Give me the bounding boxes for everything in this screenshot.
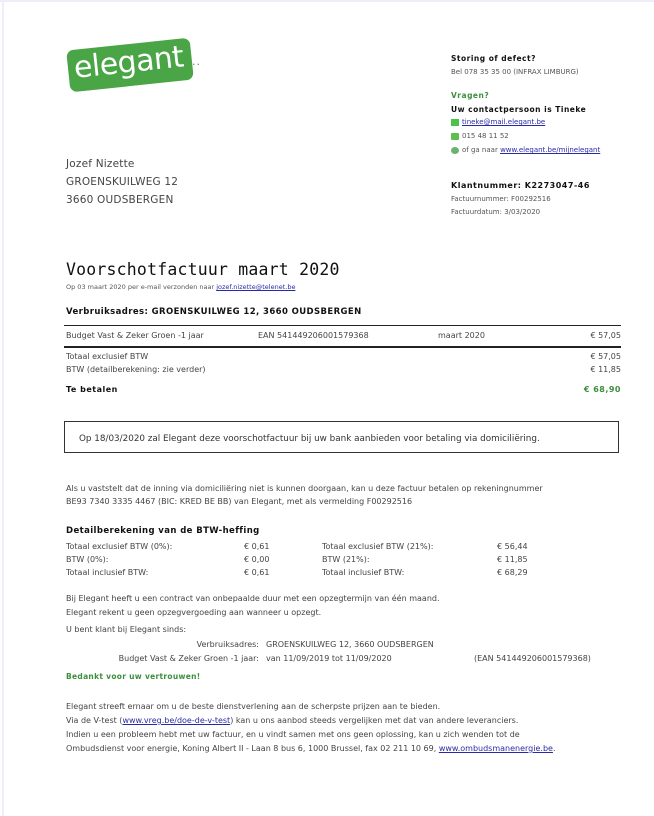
vat-detail-value: € 68,29 <box>497 568 528 577</box>
logo-dots-icon: ·· <box>192 58 201 71</box>
customer-since: U bent klant bij Elegant sinds: <box>66 625 187 634</box>
contact-phone: 015 48 11 52 <box>462 132 509 140</box>
divider <box>64 325 621 326</box>
outage-phone: Bel 078 35 35 00 (INFRAX LIMBURG) <box>451 68 579 76</box>
sent-info <box>66 283 295 291</box>
contract-details <box>66 638 626 666</box>
sent-prefix: Op 03 maart 2020 per e-mail verzonden naar <box>66 283 215 291</box>
usage-address: Verbruiksadres: GROENSKUILWEG 12, 3660 OUDSBERGEN <box>66 307 362 317</box>
customer-address <box>66 155 178 209</box>
page-title: Voorschotfactuur maart 2020 <box>66 260 340 279</box>
contact-email-row <box>451 118 545 126</box>
vat-detail-left <box>66 540 276 579</box>
contract-info <box>66 592 440 620</box>
contact-person: Uw contactpersoon is Tineke <box>451 105 587 114</box>
footer-line <box>66 742 556 756</box>
vat-row <box>66 365 621 374</box>
sent-email-link[interactable]: jozef.nizette@telenet.be <box>216 283 296 291</box>
footer-text-part: ) kan u ons aanbod steeds vergelijken met dat van andere leveranciers. <box>230 716 519 725</box>
contract-address-row <box>66 638 626 652</box>
vat-detail-row <box>66 566 276 579</box>
vat-detail-label: Totaal inclusief BTW: <box>66 568 149 577</box>
web-link[interactable]: www.elegant.be/mijnelegant <box>500 146 601 154</box>
footer-line <box>66 714 556 728</box>
globe-icon <box>451 147 459 154</box>
contract-product-label: Budget Vast & Zeker Groen -1 jaar: <box>118 654 259 663</box>
line-item-row <box>66 331 621 340</box>
contract-address-label: Verbruiksadres: <box>196 640 259 649</box>
vat-label: BTW (detailberekening: zie verder) <box>66 365 206 374</box>
vat-detail-row <box>322 553 552 566</box>
logo-text: elegant <box>72 39 186 86</box>
vat-detail-label: BTW (21%): <box>322 555 370 564</box>
vtest-link[interactable]: www.vreg.be/doe-de-v-test <box>122 716 231 725</box>
footer-text-part: Via de V-test ( <box>66 716 123 725</box>
contract-address-value: GROENSKUILWEG 12, 3660 OUDSBERGEN <box>266 640 434 649</box>
contract-product-period: van 11/09/2019 tot 11/09/2020 <box>266 654 392 663</box>
footer-text-part: Ombudsdienst voor energie, Koning Albert II - Laan 8 bus 6, 1000 Brussel, fax 02 211 10 69, <box>66 744 437 753</box>
vat-value: € 11,85 <box>590 365 621 374</box>
vat-detail-value: € 56,44 <box>497 542 528 551</box>
elegant-logo <box>66 38 194 93</box>
web-prefix: of ga naar <box>462 146 498 154</box>
customer-number: Klantnummer: K2273047-46 <box>451 181 590 190</box>
contact-email-link[interactable]: tineke@mail.elegant.be <box>462 118 546 126</box>
footer-line: Indien u een probleem hebt met uw factuur, en u vindt samen met ons geen oplossing, kan u zich wenden tot de <box>66 730 520 739</box>
vat-detail-right <box>322 540 552 579</box>
divider <box>64 346 621 348</box>
thanks-message: Bedankt voor uw vertrouwen! <box>66 672 201 681</box>
vat-detail-value: € 0,61 <box>244 568 270 577</box>
total-due-row <box>66 385 621 394</box>
footer-line: Elegant streeft ernaar om u de beste dienstverlening aan de scherpste prijzen aan te bieden. <box>66 702 441 711</box>
vat-detail-row <box>322 540 552 553</box>
total-due-label: Te betalen <box>66 385 118 394</box>
line-item-product: Budget Vast & Zeker Groen -1 jaar <box>66 331 204 340</box>
vat-detail-label: Totaal exclusief BTW (0%): <box>66 542 173 551</box>
contract-product-row <box>66 652 626 666</box>
contact-web-row <box>451 146 600 154</box>
contact-phone-row <box>451 132 509 140</box>
contract-line: Elegant rekent u geen opzegvergoeding aan wanneer u opzegt. <box>66 608 322 617</box>
line-item-period: maart 2020 <box>438 331 485 340</box>
total-excl-label: Totaal exclusief BTW <box>66 352 149 361</box>
line-item-ean: EAN 541449206001579368 <box>258 331 369 340</box>
footer-text <box>66 700 556 756</box>
line-item-amount: € 57,05 <box>590 331 621 340</box>
customer-city: 3660 OUDSBERGEN <box>66 194 174 206</box>
contract-product-ean: (EAN 541449206001579368) <box>474 654 591 663</box>
vat-detail-label: Totaal inclusief BTW: <box>322 568 405 577</box>
ombudsman-link[interactable]: www.ombudsmanenergie.be <box>438 744 553 753</box>
questions-title: Vragen? <box>451 91 490 100</box>
payment-info <box>66 482 543 508</box>
vat-detail-value: € 0,61 <box>244 542 270 551</box>
mail-icon <box>451 119 459 126</box>
direct-debit-notice: Op 18/03/2020 zal Elegant deze voorschotfactuur bij uw bank aanbieden voor betaling via domiciliëring. <box>64 421 619 453</box>
vat-detail-title: Detailberekening van de BTW-heffing <box>66 526 260 536</box>
vat-detail-label: BTW (0%): <box>66 555 109 564</box>
page-edge <box>2 0 4 816</box>
vat-detail-value: € 11,85 <box>497 555 528 564</box>
vat-detail-row <box>66 540 276 553</box>
payment-info-line: Als u vaststelt dat de inning via domiciliëring niet is kunnen doorgaan, kan u deze factuur betalen op rekeningnummer <box>66 484 543 493</box>
phone-icon <box>451 133 459 140</box>
invoice-date: Factuurdatum: 3/03/2020 <box>451 208 541 216</box>
payment-info-line: BE93 7340 3335 4467 (BIC: KRED BE BB) van Elegant, met als vermelding F00292516 <box>66 497 413 506</box>
footer-text-part: . <box>552 744 556 753</box>
total-excl-row <box>66 352 621 361</box>
vat-detail-value: € 0,00 <box>244 555 270 564</box>
page-edge <box>0 0 654 2</box>
customer-street: GROENSKUILWEG 12 <box>66 176 179 188</box>
vat-detail-label: Totaal exclusief BTW (21%): <box>322 542 434 551</box>
vat-detail-row <box>322 566 552 579</box>
total-due-value: € 68,90 <box>583 385 621 394</box>
vat-detail-row <box>66 553 276 566</box>
customer-name: Jozef Nizette <box>66 158 135 170</box>
outage-title: Storing of defect? <box>451 54 536 63</box>
contract-line: Bij Elegant heeft u een contract van onbepaalde duur met een opzegtermijn van één maand. <box>66 594 440 603</box>
invoice-number: Factuurnummer: F00292516 <box>451 195 551 203</box>
total-excl-value: € 57,05 <box>590 352 621 361</box>
